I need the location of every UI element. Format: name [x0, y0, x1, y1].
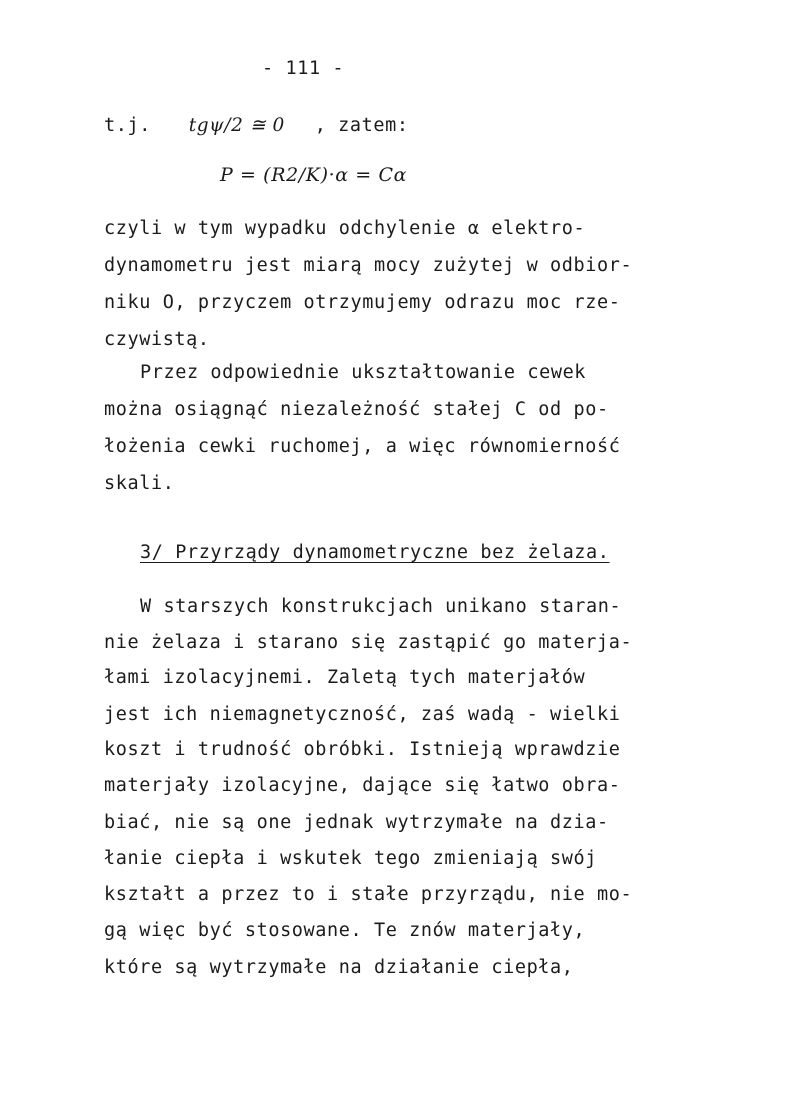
- paragraph-3-line-8: łanie ciepła i wskutek tego zmieniają swój: [104, 848, 597, 869]
- paragraph-3-line-1: W starszych konstrukcjach unikano staran-: [140, 596, 622, 617]
- paragraph-3-line-5: koszt i trudność obróbki. Istnieją wprawdzie: [104, 739, 621, 760]
- formula-suffix: , zatem:: [314, 115, 409, 136]
- paragraph-1-line-4: czywistą.: [104, 329, 210, 350]
- paragraph-3-line-2: nie żelaza i starano się zastąpić go materja-: [104, 632, 633, 653]
- paragraph-2-line-4: skali.: [104, 473, 175, 494]
- handwritten-formula: tgψ/2 ≅ 0: [188, 115, 285, 136]
- paragraph-2-line-1: Przez odpowiednie ukształtowanie cewek: [140, 362, 587, 383]
- page-number: - 111 -: [262, 58, 345, 79]
- paragraph-3-line-3: łami izolacyjnemi. Zaletą tych materjałów: [104, 667, 586, 688]
- main-formula: P = (R2/K)·α = Cα: [220, 164, 408, 186]
- formula-prefix: t.j.: [104, 115, 151, 136]
- paragraph-3-line-6: materjały izolacyjne, dające się łatwo obra-: [104, 775, 621, 796]
- paragraph-3-line-10: gą więc być stosowane. Te znów materjały,: [104, 920, 586, 941]
- section-heading: 3/ Przyrządy dynamometryczne bez żelaza.: [140, 542, 610, 563]
- paragraph-1-line-1: czyli w tym wypadku odchylenie α elektro-: [104, 218, 586, 239]
- paragraph-3-line-7: biać, nie są one jednak wytrzymałe na dzia-: [104, 812, 609, 833]
- paragraph-3-line-4: jest ich niemagnetyczność, zaś wadą - wielki: [104, 704, 621, 725]
- paragraph-1-line-2: dynamometru jest miarą mocy zużytej w odbior-: [104, 255, 633, 276]
- formula-intro-line: [104, 113, 409, 139]
- paragraph-2-line-3: łożenia cewki ruchomej, a więc równomierność: [104, 436, 621, 457]
- paragraph-2-line-2: można osiągnąć niezależność stałej C od po-: [104, 399, 609, 420]
- paragraph-3-line-9: kształt a przez to i stałe przyrządu, nie mo-: [104, 884, 633, 905]
- paragraph-3-line-11: które są wytrzymałe na działanie ciepła,: [104, 957, 574, 978]
- paragraph-1-line-3: niku O, przyczem otrzymujemy odrazu moc rze-: [104, 292, 621, 313]
